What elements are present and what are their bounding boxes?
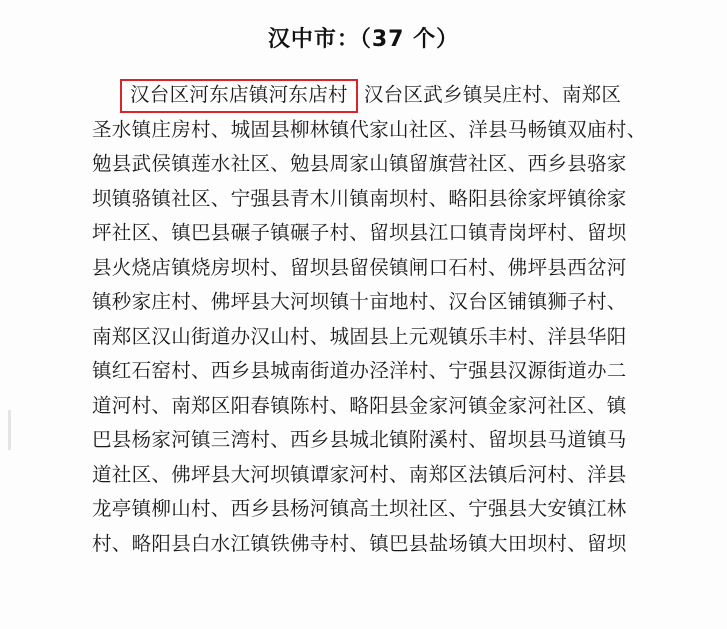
text-line-1 (92, 78, 642, 113)
highlighted-village: 汉台区河东店镇河东店村 (120, 79, 358, 113)
text-line: 县火烧店镇烧房坝村、留坝县留侯镇闸口石村、佛坪县西岔河 (92, 255, 627, 279)
text-line: 镇红石窑村、西乡县城南街道办泾洋村、宁强县汉源街道办二 (92, 359, 627, 382)
text-line: 道河村、南郑区阳春镇陈村、略阳县金家河镇金家河社区、镇 (92, 393, 627, 417)
text-line: 镇秒家庄村、佛坪县大河坝镇十亩地村、汉台区铺镇狮子村、 (92, 290, 627, 313)
text-line-1-rest: 汉台区武乡镇吴庄村、南郑区 (363, 83, 622, 106)
text-line: 勉县武侯镇莲水社区、勉县周家山镇留旗营社区、西乡县骆家 (92, 152, 627, 175)
text-line: 圣水镇庄房村、城固县柳林镇代家山社区、洋县马畅镇双庙村、 (92, 117, 647, 141)
scan-edge-mark (8, 410, 11, 450)
text-line: 巴县杨家河镇三湾村、西乡县城北镇附溪村、留坝县马道镇马 (92, 428, 627, 451)
text-line: 道社区、佛坪县大河坝镇谭家河村、南郑区法镇后河村、洋县 (92, 462, 627, 486)
text-line: 龙亭镇柳山村、西乡县杨河镇高土坝社区、宁强县大安镇江林 (92, 497, 627, 520)
text-line: 坝镇骆镇社区、宁强县青木川镇南坝村、略阳县徐家坪镇徐家 (92, 186, 627, 210)
text-line: 村、略阳县白水江镇铁佛寺村、镇巴县盐场镇大田坝村、留坝 (92, 531, 627, 555)
page-title: 汉中市：（37 个） (267, 27, 460, 52)
village-list (92, 78, 647, 561)
text-line: 坪社区、镇巴县碾子镇碾子村、留坝县江口镇青岗坪村、留坝 (92, 221, 627, 244)
text-line: 南郑区汉山街道办汉山村、城固县上元观镇乐丰村、洋县华阳 (92, 324, 627, 348)
